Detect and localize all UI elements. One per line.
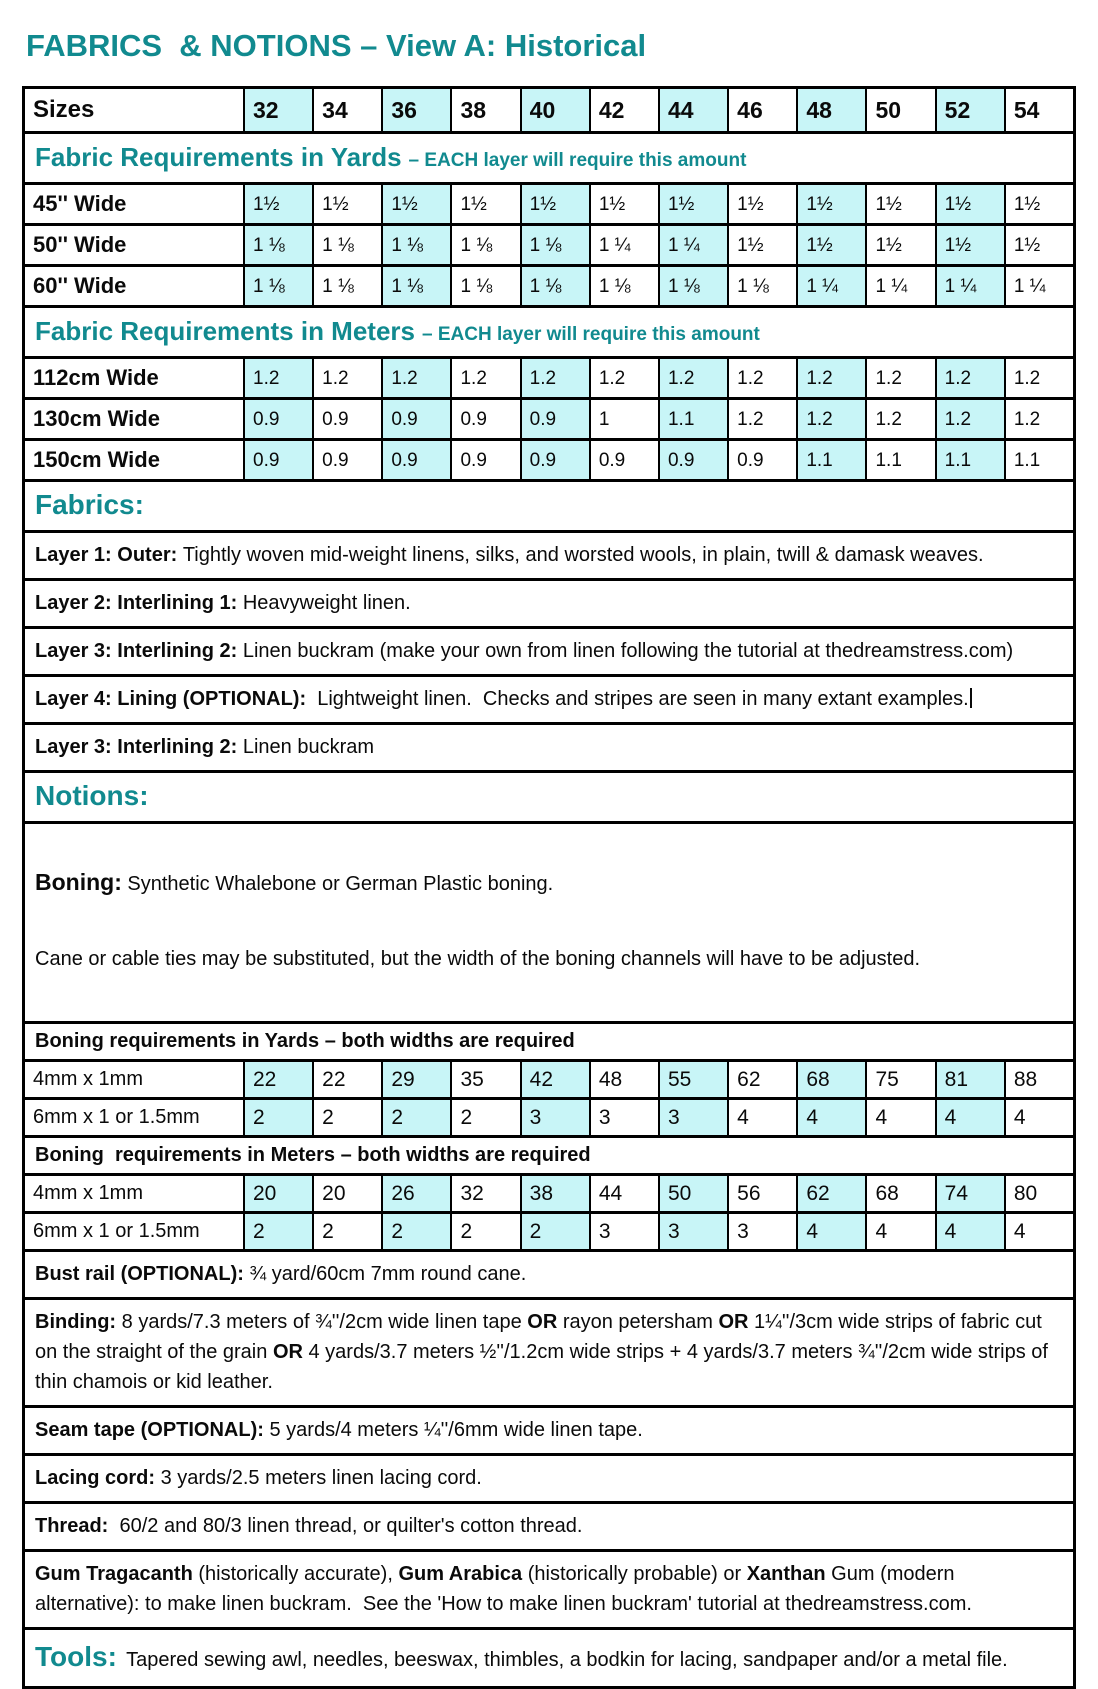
boning-value-cell: 3 (589, 1100, 658, 1135)
boning-value-cell: 44 (589, 1176, 658, 1211)
meterage-value-cell: 0.9 (312, 441, 381, 479)
boning-value-cell: 29 (381, 1062, 450, 1097)
yardage-value-cell: 1 ¼ (1004, 267, 1073, 305)
seam-tape-row: Seam tape (OPTIONAL): 5 yards/4 meters ¼''/6mm wide linen tape. (25, 1405, 1073, 1453)
boning-value-cell: 2 (381, 1214, 450, 1249)
meterage-value-cell: 1.1 (796, 441, 865, 479)
meterage-value-cell: 0.9 (589, 441, 658, 479)
boning-value-cell: 62 (727, 1062, 796, 1097)
meterage-value-cell: 1.2 (796, 359, 865, 397)
meterage-value-cell: 1.2 (520, 359, 589, 397)
meterage-value-cell: 0.9 (381, 441, 450, 479)
boning-label: Boning: (35, 869, 122, 895)
boning-value-cell: 4 (865, 1100, 934, 1135)
boning-value-cell: 4 (935, 1214, 1004, 1249)
meterage-value-cell: 1.1 (865, 441, 934, 479)
size-header-cell: 42 (589, 89, 658, 131)
page-title: FABRICS & NOTIONS – View A: Historical (26, 28, 647, 63)
boning-intro-row (25, 821, 1073, 1021)
size-header-cell: 44 (658, 89, 727, 131)
yards-row-60-wide (25, 264, 1073, 305)
row-label: 4mm x 1mm (33, 1182, 143, 1204)
yardage-value-cell: 1 ⅛ (450, 226, 519, 264)
yardage-value-cell: 1½ (935, 226, 1004, 264)
boning-value-cell: 62 (796, 1176, 865, 1211)
yardage-value-cell: 1½ (935, 185, 1004, 223)
boning-value-cell: 2 (520, 1214, 589, 1249)
boning-value-cell: 2 (312, 1100, 381, 1135)
meterage-value-cell: 1 (589, 400, 658, 438)
boning-value-cell: 74 (935, 1176, 1004, 1211)
boning-meters-row-6mm (25, 1211, 1073, 1249)
boning-value-cell: 4 (865, 1214, 934, 1249)
tools-row (25, 1627, 1073, 1686)
boning-value-cell: 20 (312, 1176, 381, 1211)
thread-row: Thread: 60/2 and 80/3 linen thread, or quilter's cotton thread. (25, 1501, 1073, 1549)
meterage-value-cell: 0.9 (658, 441, 727, 479)
sizes-header-row (25, 89, 1073, 131)
yardage-value-cell: 1½ (312, 185, 381, 223)
boning-yards-row-6mm (25, 1097, 1073, 1135)
boning-value-cell: 2 (312, 1214, 381, 1249)
row-label: 150cm Wide (33, 447, 160, 472)
size-header-cell: 46 (727, 89, 796, 131)
fabric-layer-3-repeat-row: Layer 3: Interlining 2: Linen buckram (25, 722, 1073, 770)
yardage-value-cell: 1 ¼ (935, 267, 1004, 305)
gum-row: Gum Tragacanth (historically accurate), Gum Arabica (historically probable) or Xanthan Gum (modern alternative): to make linen buckram. See the 'How to make linen buckram' tutorial at thedreamstress.com. (25, 1549, 1073, 1627)
fabric-layer-3-row: Layer 3: Interlining 2: Linen buckram (make your own from linen following the tutorial at thedreamstress.com) (25, 626, 1073, 674)
meterage-value-cell: 1.2 (727, 400, 796, 438)
boning-yards-row-4mm (25, 1059, 1073, 1097)
boning-value-cell: 20 (243, 1176, 312, 1211)
yardage-value-cell: 1½ (1004, 185, 1073, 223)
yardage-value-cell: 1 ⅛ (381, 226, 450, 264)
bust-rail-row: Bust rail (OPTIONAL): ¾ yard/60cm 7mm round cane. (25, 1249, 1073, 1297)
meterage-value-cell: 0.9 (450, 400, 519, 438)
boning-value-cell: 35 (450, 1062, 519, 1097)
fabric-layer-4-row: Layer 4: Lining (OPTIONAL): Lightweight linen. Checks and stripes are seen in many extant examples. (25, 674, 1073, 722)
sizes-label: Sizes (33, 96, 95, 123)
row-label: 6mm x 1 or 1.5mm (33, 1220, 200, 1242)
size-header-cell: 36 (381, 89, 450, 131)
meterage-value-cell: 1.2 (1004, 359, 1073, 397)
meterage-value-cell: 1.2 (865, 359, 934, 397)
yardage-value-cell: 1½ (865, 185, 934, 223)
meters-heading-note: – EACH layer will require this amount (422, 324, 760, 345)
size-header-cell: 40 (520, 89, 589, 131)
meterage-value-cell: 0.9 (312, 400, 381, 438)
yardage-value-cell: 1 ⅛ (381, 267, 450, 305)
yardage-value-cell: 1 ¼ (865, 267, 934, 305)
meterage-value-cell: 1.2 (935, 400, 1004, 438)
size-header-cell: 54 (1004, 89, 1073, 131)
boning-value-cell: 81 (935, 1062, 1004, 1097)
boning-value-cell: 2 (243, 1214, 312, 1249)
yardage-value-cell: 1½ (450, 185, 519, 223)
size-header-cell: 52 (935, 89, 1004, 131)
yardage-value-cell: 1 ⅛ (243, 267, 312, 305)
size-header-cell: 34 (312, 89, 381, 131)
yardage-value-cell: 1 ⅛ (520, 226, 589, 264)
meterage-value-cell: 1.2 (865, 400, 934, 438)
boning-value-cell: 3 (520, 1100, 589, 1135)
size-header-cell: 48 (796, 89, 865, 131)
row-label: 50'' Wide (33, 232, 127, 257)
size-header-cell: 50 (865, 89, 934, 131)
lacing-cord-row: Lacing cord: 3 yards/2.5 meters linen lacing cord. (25, 1453, 1073, 1501)
boning-value-cell: 4 (796, 1100, 865, 1135)
boning-value-cell: 4 (1004, 1214, 1073, 1249)
meters-section-heading (25, 305, 1073, 356)
boning-value-cell: 3 (589, 1214, 658, 1249)
boning-value-cell: 4 (1004, 1100, 1073, 1135)
boning-meters-row-4mm (25, 1173, 1073, 1211)
notions-section-heading: Notions: (25, 770, 1073, 821)
yardage-value-cell: 1½ (658, 185, 727, 223)
boning-value-cell: 75 (865, 1062, 934, 1097)
meterage-value-cell: 0.9 (450, 441, 519, 479)
boning-value-cell: 3 (658, 1100, 727, 1135)
yards-row-45-wide (25, 182, 1073, 223)
yardage-value-cell: 1 ⅛ (243, 226, 312, 264)
boning-value-cell: 42 (520, 1062, 589, 1097)
fabric-layer-2-row: Layer 2: Interlining 1: Heavyweight linen. (25, 578, 1073, 626)
boning-note: Cane or cable ties may be substituted, but the width of the boning channels will have to be adjusted. (35, 948, 920, 970)
boning-value-cell: 2 (450, 1100, 519, 1135)
yardage-value-cell: 1½ (243, 185, 312, 223)
meterage-value-cell: 1.2 (381, 359, 450, 397)
text-cursor-artifact (970, 688, 972, 708)
yardage-value-cell: 1½ (796, 185, 865, 223)
yardage-value-cell: 1½ (381, 185, 450, 223)
meterage-value-cell: 1.2 (312, 359, 381, 397)
meterage-value-cell: 1.2 (658, 359, 727, 397)
meters-row-150cm (25, 438, 1073, 479)
yardage-value-cell: 1 ⅛ (589, 267, 658, 305)
row-label: 112cm Wide (33, 365, 159, 390)
row-label: 6mm x 1 or 1.5mm (33, 1106, 200, 1128)
boning-value-cell: 2 (450, 1214, 519, 1249)
meterage-value-cell: 0.9 (243, 400, 312, 438)
meterage-value-cell: 1.1 (935, 441, 1004, 479)
meterage-value-cell: 1.2 (935, 359, 1004, 397)
meters-heading-main: Fabric Requirements in Meters (35, 316, 415, 346)
yardage-value-cell: 1 ⅛ (312, 267, 381, 305)
boning-value-cell: 3 (658, 1214, 727, 1249)
yardage-value-cell: 1½ (589, 185, 658, 223)
row-label: 60'' Wide (33, 273, 127, 298)
boning-value-cell: 22 (243, 1062, 312, 1097)
boning-intro-line: Boning: Synthetic Whalebone or German Plastic boning. (35, 869, 554, 895)
yardage-value-cell: 1 ⅛ (312, 226, 381, 264)
yardage-value-cell: 1½ (1004, 226, 1073, 264)
boning-value-cell: 26 (381, 1176, 450, 1211)
boning-value-cell: 4 (796, 1214, 865, 1249)
boning-value-cell: 4 (727, 1100, 796, 1135)
row-label: 45'' Wide (33, 191, 127, 216)
fabric-layer-1-row: Layer 1: Outer: Tightly woven mid-weight linens, silks, and worsted wools, in plain, twill & damask weaves. (25, 530, 1073, 578)
meterage-value-cell: 1.1 (658, 400, 727, 438)
size-header-cell: 32 (243, 89, 312, 131)
meterage-value-cell: 0.9 (520, 441, 589, 479)
fabrics-section-heading: Fabrics: (25, 479, 1073, 530)
fabrics-notions-table (22, 86, 1076, 1689)
yardage-value-cell: 1 ⅛ (658, 267, 727, 305)
tools-text: Tapered sewing awl, needles, beeswax, thimbles, a bodkin for lacing, sandpaper and/or a metal file. (120, 1649, 1008, 1671)
boning-value-cell: 48 (589, 1062, 658, 1097)
meters-row-112cm (25, 356, 1073, 397)
boning-value-cell: 56 (727, 1176, 796, 1211)
yardage-value-cell: 1 ⅛ (727, 267, 796, 305)
yardage-value-cell: 1 ¼ (589, 226, 658, 264)
meterage-value-cell: 1.2 (450, 359, 519, 397)
meterage-value-cell: 0.9 (520, 400, 589, 438)
meterage-value-cell: 1.2 (796, 400, 865, 438)
yardage-value-cell: 1½ (796, 226, 865, 264)
yardage-value-cell: 1 ¼ (658, 226, 727, 264)
meters-row-130cm (25, 397, 1073, 438)
meterage-value-cell: 1.2 (1004, 400, 1073, 438)
yardage-value-cell: 1½ (727, 226, 796, 264)
meterage-value-cell: 1.2 (243, 359, 312, 397)
yards-row-50-wide (25, 223, 1073, 264)
boning-value-cell: 80 (1004, 1176, 1073, 1211)
meterage-value-cell: 0.9 (381, 400, 450, 438)
meterage-value-cell: 0.9 (727, 441, 796, 479)
boning-value-cell: 55 (658, 1062, 727, 1097)
yards-section-heading (25, 131, 1073, 182)
boning-value-cell: 32 (450, 1176, 519, 1211)
binding-row: Binding: 8 yards/7.3 meters of ¾''/2cm wide linen tape OR rayon petersham OR 1¼''/3cm wide strips of fabric cut on the straight of the grain OR 4 yards/3.7 meters ½''/1.2cm wide strips + 4 yards/3.7 meters ¾''/2cm wide strips of thin chamois or kid leather. (25, 1297, 1073, 1405)
row-label: 130cm Wide (33, 406, 160, 431)
meterage-value-cell: 1.2 (727, 359, 796, 397)
yardage-value-cell: 1½ (727, 185, 796, 223)
yards-heading-note: – EACH layer will require this amount (408, 150, 747, 171)
row-label: 4mm x 1mm (33, 1068, 143, 1090)
boning-value-cell: 50 (658, 1176, 727, 1211)
yardage-value-cell: 1½ (520, 185, 589, 223)
meterage-value-cell: 1.2 (589, 359, 658, 397)
boning-value-cell: 3 (727, 1214, 796, 1249)
boning-value-cell: 88 (1004, 1062, 1073, 1097)
boning-value-cell: 68 (865, 1176, 934, 1211)
yardage-value-cell: 1 ⅛ (520, 267, 589, 305)
boning-value-cell: 68 (796, 1062, 865, 1097)
size-header-cell: 38 (450, 89, 519, 131)
boning-value-cell: 2 (381, 1100, 450, 1135)
tools-label: Tools: (35, 1641, 117, 1672)
meterage-value-cell: 0.9 (243, 441, 312, 479)
yardage-value-cell: 1 ⅛ (450, 267, 519, 305)
yardage-value-cell: 1½ (865, 226, 934, 264)
meterage-value-cell: 1.1 (1004, 441, 1073, 479)
boning-value-cell: 22 (312, 1062, 381, 1097)
boning-value-cell: 2 (243, 1100, 312, 1135)
yardage-value-cell: 1 ¼ (796, 267, 865, 305)
boning-meters-subheading: Boning requirements in Meters – both widths are required (25, 1135, 1073, 1173)
boning-value-cell: 4 (935, 1100, 1004, 1135)
yards-heading-main: Fabric Requirements in Yards (35, 142, 402, 172)
boning-value-cell: 38 (520, 1176, 589, 1211)
boning-yards-subheading: Boning requirements in Yards – both widths are required (25, 1021, 1073, 1059)
